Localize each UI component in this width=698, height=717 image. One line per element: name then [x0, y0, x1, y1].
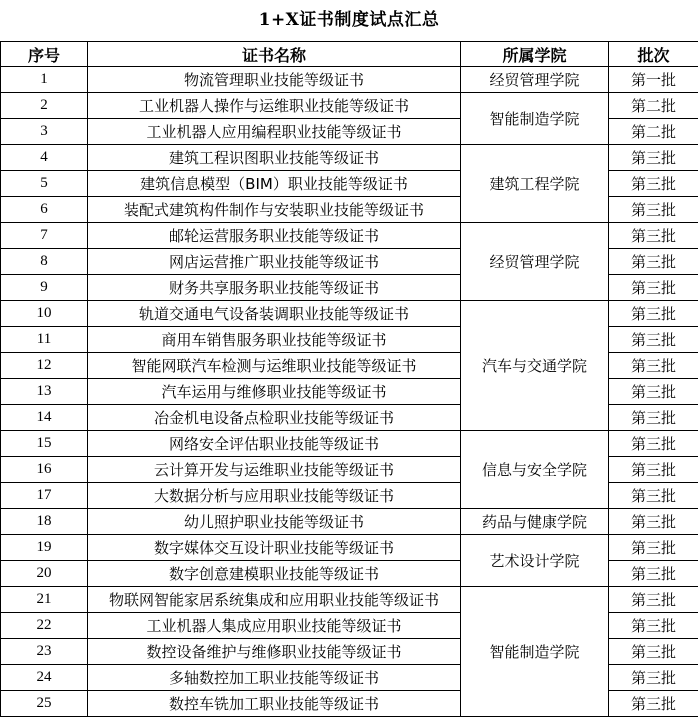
- table-row: [1, 509, 698, 535]
- cell-batch: 第三批: [609, 509, 698, 535]
- cell-college: 智能制造学院: [461, 587, 609, 717]
- cell-index: 23: [1, 639, 88, 665]
- cell-certificate-name: 轨道交通电气设备装调职业技能等级证书: [88, 301, 461, 327]
- cell-batch: 第三批: [609, 483, 698, 509]
- cell-batch: 第一批: [609, 67, 698, 93]
- cell-index: 12: [1, 353, 88, 379]
- column-header-certificate-name: 证书名称: [88, 42, 461, 67]
- cell-index: 5: [1, 171, 88, 197]
- cell-index: 7: [1, 223, 88, 249]
- cell-index: 16: [1, 457, 88, 483]
- cell-certificate-name: 工业机器人操作与运维职业技能等级证书: [88, 93, 461, 119]
- cell-index: 15: [1, 431, 88, 457]
- cell-index: 21: [1, 587, 88, 613]
- table-row: [1, 223, 698, 249]
- cell-certificate-name: 商用车销售服务职业技能等级证书: [88, 327, 461, 353]
- cell-certificate-name: 幼儿照护职业技能等级证书: [88, 509, 461, 535]
- cell-certificate-name: 工业机器人集成应用职业技能等级证书: [88, 613, 461, 639]
- table-row: [1, 431, 698, 457]
- cell-index: 6: [1, 197, 88, 223]
- cell-college: 药品与健康学院: [461, 509, 609, 535]
- cell-certificate-name: 汽车运用与维修职业技能等级证书: [88, 379, 461, 405]
- table-title: 1+X证书制度试点汇总: [258, 10, 440, 30]
- cell-college: 经贸管理学院: [461, 67, 609, 93]
- table-row: [1, 93, 698, 119]
- cell-certificate-name: 冶金机电设备点检职业技能等级证书: [88, 405, 461, 431]
- cell-index: 11: [1, 327, 88, 353]
- cell-index: 22: [1, 613, 88, 639]
- cell-college: 智能制造学院: [461, 93, 609, 145]
- cell-batch: 第三批: [609, 587, 698, 613]
- cell-college: 汽车与交通学院: [461, 301, 609, 431]
- cell-index: 14: [1, 405, 88, 431]
- cell-index: 18: [1, 509, 88, 535]
- cell-certificate-name: 大数据分析与应用职业技能等级证书: [88, 483, 461, 509]
- table-row: [1, 301, 698, 327]
- cell-index: 17: [1, 483, 88, 509]
- cell-index: 10: [1, 301, 88, 327]
- cell-index: 1: [1, 67, 88, 93]
- cell-batch: 第三批: [609, 249, 698, 275]
- cell-index: 25: [1, 691, 88, 717]
- cell-certificate-name: 数控车铣加工职业技能等级证书: [88, 691, 461, 717]
- cell-index: 20: [1, 561, 88, 587]
- cell-certificate-name: 数字媒体交互设计职业技能等级证书: [88, 535, 461, 561]
- cell-certificate-name: 物联网智能家居系统集成和应用职业技能等级证书: [88, 587, 461, 613]
- cell-certificate-name: 建筑信息模型（BIM）职业技能等级证书: [88, 171, 461, 197]
- cell-certificate-name: 多轴数控加工职业技能等级证书: [88, 665, 461, 691]
- cell-certificate-name: 数控设备维护与维修职业技能等级证书: [88, 639, 461, 665]
- column-header-index: 序号: [1, 42, 88, 67]
- cell-batch: 第三批: [609, 353, 698, 379]
- column-header-batch: 批次: [609, 42, 698, 67]
- cell-batch: 第三批: [609, 535, 698, 561]
- cell-college: 艺术设计学院: [461, 535, 609, 587]
- cell-college: 信息与安全学院: [461, 431, 609, 509]
- cell-index: 2: [1, 93, 88, 119]
- cell-certificate-name: 邮轮运营服务职业技能等级证书: [88, 223, 461, 249]
- cell-batch: 第三批: [609, 691, 698, 717]
- cell-index: 4: [1, 145, 88, 171]
- cell-index: 19: [1, 535, 88, 561]
- cell-certificate-name: 物流管理职业技能等级证书: [88, 67, 461, 93]
- cell-batch: 第三批: [609, 457, 698, 483]
- cell-batch: 第三批: [609, 171, 698, 197]
- cell-certificate-name: 智能网联汽车检测与运维职业技能等级证书: [88, 353, 461, 379]
- cell-certificate-name: 云计算开发与运维职业技能等级证书: [88, 457, 461, 483]
- cell-index: 3: [1, 119, 88, 145]
- cell-batch: 第二批: [609, 119, 698, 145]
- cell-batch: 第三批: [609, 613, 698, 639]
- cell-index: 8: [1, 249, 88, 275]
- cell-college: 经贸管理学院: [461, 223, 609, 301]
- cell-index: 9: [1, 275, 88, 301]
- cell-batch: 第三批: [609, 431, 698, 457]
- cell-index: 24: [1, 665, 88, 691]
- cell-index: 13: [1, 379, 88, 405]
- cell-batch: 第三批: [609, 197, 698, 223]
- cell-batch: 第三批: [609, 665, 698, 691]
- cell-certificate-name: 网店运营推广职业技能等级证书: [88, 249, 461, 275]
- cell-batch: 第三批: [609, 223, 698, 249]
- cell-batch: 第三批: [609, 275, 698, 301]
- cell-batch: 第三批: [609, 301, 698, 327]
- table-row: [1, 145, 698, 171]
- cell-batch: 第三批: [609, 639, 698, 665]
- cell-batch: 第三批: [609, 145, 698, 171]
- cell-college: 建筑工程学院: [461, 145, 609, 223]
- cell-certificate-name: 网络安全评估职业技能等级证书: [88, 431, 461, 457]
- table-body: [1, 67, 698, 717]
- table-row: [1, 67, 698, 93]
- cell-certificate-name: 建筑工程识图职业技能等级证书: [88, 145, 461, 171]
- cell-batch: 第三批: [609, 379, 698, 405]
- table-row: [1, 587, 698, 613]
- certificate-table: [0, 41, 698, 717]
- cell-batch: 第三批: [609, 327, 698, 353]
- cell-certificate-name: 数字创意建模职业技能等级证书: [88, 561, 461, 587]
- cell-batch: 第二批: [609, 93, 698, 119]
- table-row: [1, 535, 698, 561]
- column-header-college: 所属学院: [461, 42, 609, 67]
- cell-certificate-name: 工业机器人应用编程职业技能等级证书: [88, 119, 461, 145]
- cell-certificate-name: 财务共享服务职业技能等级证书: [88, 275, 461, 301]
- cell-batch: 第三批: [609, 561, 698, 587]
- header-row: [1, 42, 698, 67]
- cell-certificate-name: 装配式建筑构件制作与安装职业技能等级证书: [88, 197, 461, 223]
- cell-batch: 第三批: [609, 405, 698, 431]
